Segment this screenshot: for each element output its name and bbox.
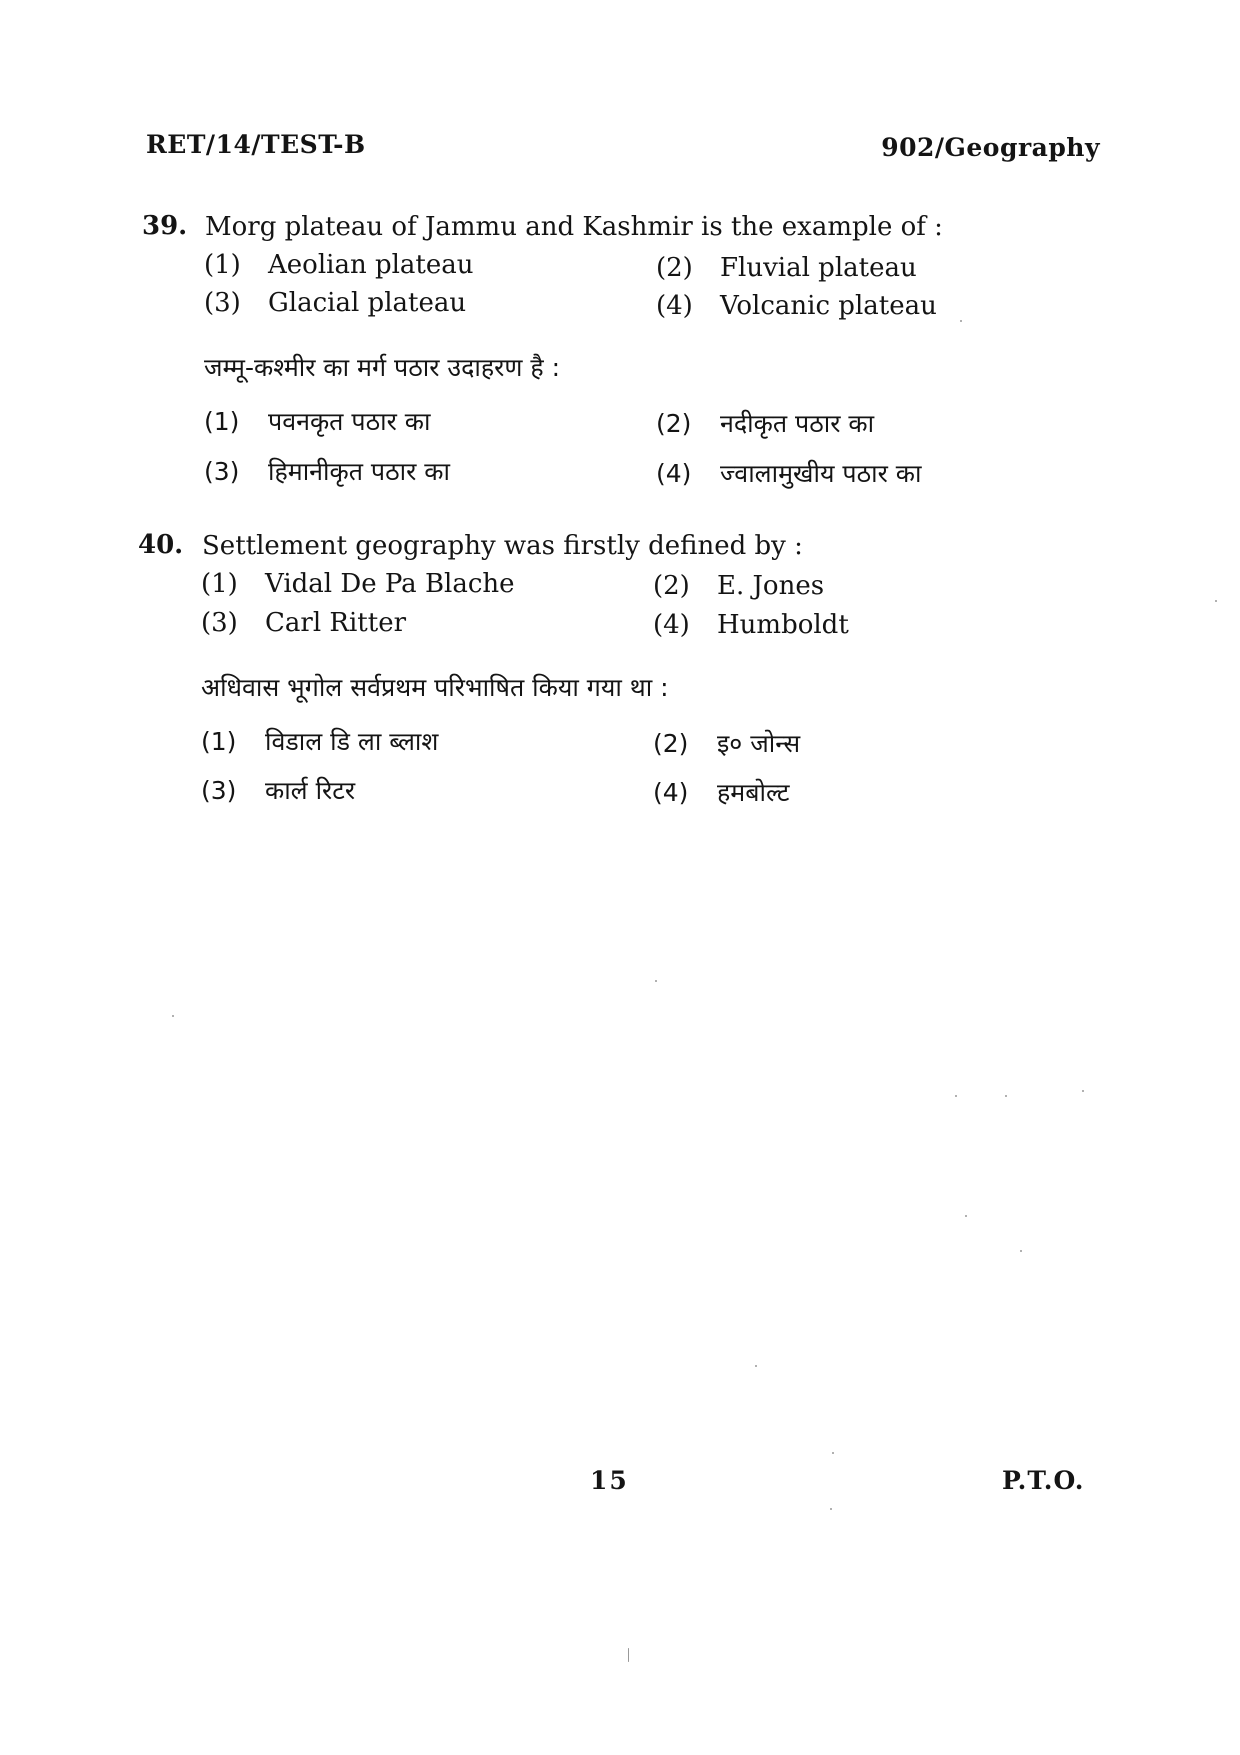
question-39-option-2-hi bbox=[656, 406, 874, 440]
option-text: विडाल डि ला ब्लाश bbox=[265, 727, 439, 756]
option-number: (2) bbox=[653, 571, 690, 601]
option-text: कार्ल रिटर bbox=[265, 776, 356, 805]
question-40-option-2-hi bbox=[653, 726, 800, 760]
question-39-text-en: Morg plateau of Jammu and Kashmir is the example of : bbox=[205, 212, 943, 242]
subject-code: 902/Geography bbox=[881, 133, 1100, 162]
question-40-option-1-en bbox=[201, 569, 515, 599]
option-number: (4) bbox=[656, 291, 693, 321]
question-39-option-1-hi bbox=[204, 404, 430, 438]
question-39-number: 39. bbox=[142, 211, 188, 241]
option-number: (4) bbox=[656, 459, 692, 488]
question-39-option-1-en bbox=[204, 250, 474, 280]
question-40-option-4-en bbox=[653, 610, 849, 640]
option-text: Aeolian plateau bbox=[268, 250, 474, 280]
option-number: (1) bbox=[201, 727, 237, 756]
scan-speck bbox=[965, 1215, 967, 1217]
scan-speck bbox=[1215, 600, 1217, 602]
scan-speck bbox=[1005, 1095, 1007, 1097]
scan-speck bbox=[960, 320, 962, 322]
question-39-option-3-en bbox=[204, 288, 466, 318]
question-40-text-en: Settlement geography was firstly defined by : bbox=[202, 531, 803, 561]
question-40-option-4-hi bbox=[653, 775, 789, 809]
option-number: (4) bbox=[653, 610, 690, 640]
question-39-text-hi: जम्मू-कश्मीर का मर्ग पठार उदाहरण है : bbox=[204, 353, 561, 382]
option-number: (1) bbox=[204, 407, 240, 436]
option-text: इ० जोन्स bbox=[717, 729, 801, 758]
option-text: पवनकृत पठार का bbox=[268, 407, 431, 436]
option-number: (2) bbox=[656, 409, 692, 438]
option-text: हिमानीकृत पठार का bbox=[268, 457, 450, 486]
option-number: (3) bbox=[201, 608, 238, 638]
option-text: नदीकृत पठार का bbox=[720, 409, 875, 438]
scan-speck bbox=[1020, 1250, 1022, 1252]
scan-speck bbox=[755, 1365, 757, 1367]
option-text: Vidal De Pa Blache bbox=[265, 569, 515, 599]
option-number: (2) bbox=[656, 253, 693, 283]
option-number: (2) bbox=[653, 729, 689, 758]
question-40-option-3-en bbox=[201, 608, 406, 638]
option-text: E. Jones bbox=[717, 571, 825, 601]
test-code: RET/14/TEST-B bbox=[146, 130, 366, 159]
scan-speck bbox=[655, 980, 657, 982]
page-number: 15 bbox=[590, 1466, 629, 1495]
question-39-option-2-en bbox=[656, 253, 917, 283]
question-40-option-1-hi bbox=[201, 724, 438, 758]
question-40-option-2-en bbox=[653, 571, 824, 601]
option-text: हमबोल्ट bbox=[717, 778, 790, 807]
option-number: (1) bbox=[204, 250, 241, 280]
question-40-text-hi: अधिवास भूगोल सर्वप्रथम परिभाषित किया गया था : bbox=[201, 673, 669, 702]
option-text: Humboldt bbox=[717, 610, 849, 640]
option-text: Glacial plateau bbox=[268, 288, 467, 318]
option-number: (4) bbox=[653, 778, 689, 807]
question-40-number: 40. bbox=[138, 530, 184, 560]
option-number: (3) bbox=[204, 288, 241, 318]
question-39-option-4-en bbox=[656, 291, 937, 321]
option-number: (1) bbox=[201, 569, 238, 599]
scan-speck bbox=[955, 1095, 957, 1097]
scan-speck bbox=[1082, 1090, 1084, 1092]
option-text: Carl Ritter bbox=[265, 608, 407, 638]
pto-label: P.T.O. bbox=[1002, 1466, 1085, 1495]
option-number: (3) bbox=[204, 457, 240, 486]
option-number: (3) bbox=[201, 776, 237, 805]
question-39-option-4-hi bbox=[656, 456, 921, 490]
scan-speck bbox=[172, 1015, 174, 1017]
option-text: Volcanic plateau bbox=[720, 291, 937, 321]
scan-speck bbox=[832, 1452, 834, 1454]
scan-speck bbox=[830, 1508, 832, 1510]
question-40-option-3-hi bbox=[201, 773, 355, 807]
option-text: Fluvial plateau bbox=[720, 253, 917, 283]
option-text: ज्वालामुखीय पठार का bbox=[720, 459, 922, 488]
scan-speck bbox=[628, 1648, 629, 1662]
question-39-option-3-hi bbox=[204, 454, 450, 488]
